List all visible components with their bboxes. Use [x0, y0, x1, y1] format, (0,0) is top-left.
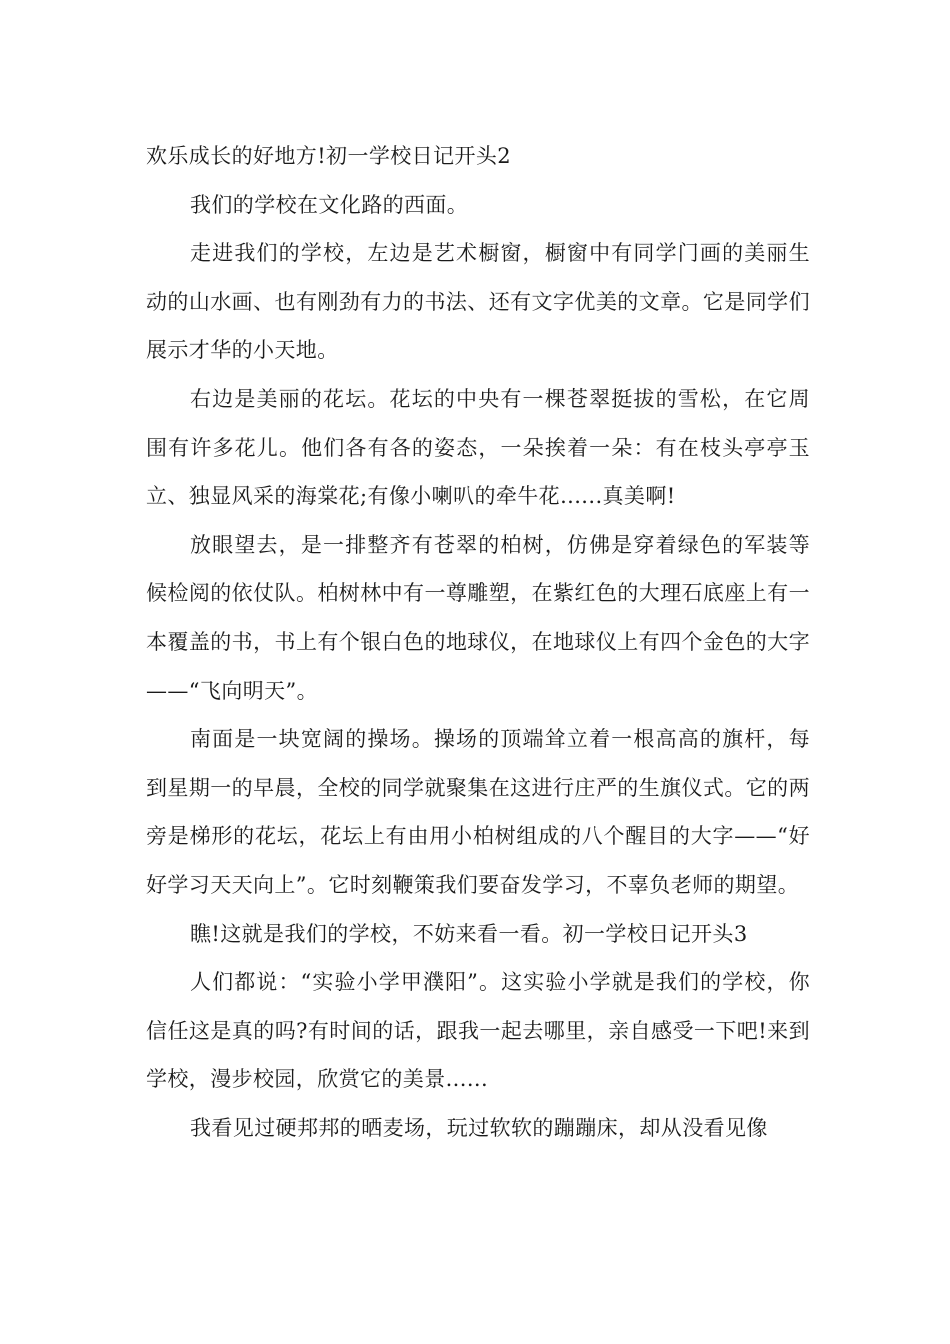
document-body [146, 132, 810, 1152]
paragraph: 南面是一块宽阔的操场。操场的顶端耸立着一根高高的旗杆，每到星期一的早晨，全校的同学就聚集在这进行庄严的生旗仪式。它的两旁是梯形的花坛，花坛上有由用小柏树组成的八个醒目的大字——“好好学习天天向上”。它时刻鞭策我们要奋发学习，不辜负老师的期望。 [146, 727, 810, 897]
section-heading: 欢乐成长的好地方!初一学校日记开头2 [146, 144, 511, 168]
paragraph: 走进我们的学校，左边是艺术橱窗，橱窗中有同学门画的美丽生动的山水画、也有刚劲有力的书法、还有文字优美的文章。它是同学们展示才华的小天地。 [146, 241, 810, 363]
paragraph: 人们都说：“实验小学甲濮阳”。这实验小学就是我们的学校，你信任这是真的吗?有时间的话，跟我一起去哪里，亲自感受一下吧!来到学校，漫步校园，欣赏它的美景...... [146, 970, 810, 1092]
paragraph: 瞧!这就是我们的学校，不妨来看一看。初一学校日记开头3 [190, 921, 748, 946]
paragraph: 我们的学校在文化路的西面。 [190, 192, 469, 217]
paragraph: 放眼望去，是一排整齐有苍翠的柏树，仿佛是穿着绿色的军装等候检阅的依仗队。柏树林中有一尊雕塑，在紫红色的大理石底座上有一本覆盖的书，书上有个银白色的地球仪，在地球仪上有四个金色的大字——“飞向明天”。 [146, 532, 810, 703]
paragraph: 我看见过硬邦邦的晒麦场，玩过软软的蹦蹦床，却从没看见像 [190, 1115, 768, 1140]
paragraph: 右边是美丽的花坛。花坛的中央有一棵苍翠挺拔的雪松，在它周围有许多花儿。他们各有各的姿态，一朵挨着一朵：有在枝头亭亭玉立、独显风采的海棠花;有像小喇叭的牵牛花......真美啊! [146, 386, 810, 509]
